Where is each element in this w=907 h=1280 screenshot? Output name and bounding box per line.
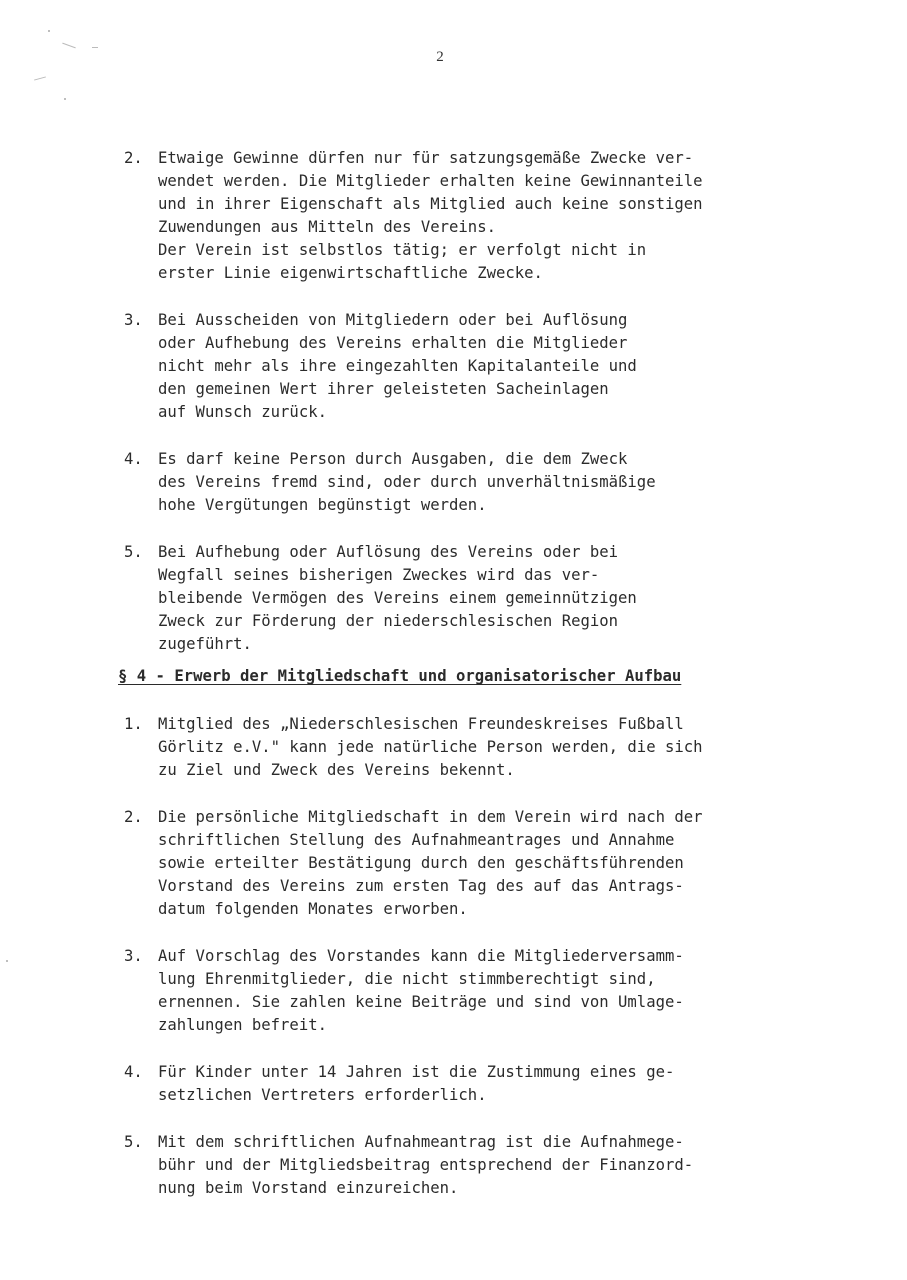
item-line: Zuwendungen aus Mitteln des Vereins. <box>158 218 496 236</box>
page-number: 2 <box>436 49 444 65</box>
item-number: 4. <box>124 1063 143 1081</box>
item-line: Für Kinder unter 14 Jahren ist die Zustimmung eines ge- <box>158 1063 675 1081</box>
item-line: lung Ehrenmitglieder, die nicht stimmberechtigt sind, <box>158 970 656 988</box>
item-line: nicht mehr als ihre eingezahlten Kapitalanteile und <box>158 357 637 375</box>
section3-list <box>120 147 820 680</box>
item-line: Der Verein ist selbstlos tätig; er verfolgt nicht in <box>158 241 647 259</box>
item-line: sowie erteilter Bestätigung durch den geschäftsführenden <box>158 854 684 872</box>
item-line: Auf Vorschlag des Vorstandes kann die Mitgliederversamm- <box>158 947 684 965</box>
item-number: 4. <box>124 450 143 468</box>
item-line: Etwaige Gewinne dürfen nur für satzungsgemäße Zwecke ver- <box>158 149 694 167</box>
scan-mark <box>62 43 75 49</box>
item-number: 5. <box>124 1133 143 1151</box>
item-line: und in ihrer Eigenschaft als Mitglied auch keine sonstigen <box>158 195 703 213</box>
item-number: 2. <box>124 808 143 826</box>
item-line: bühr und der Mitgliedsbeitrag entsprechend der Finanzord- <box>158 1156 694 1174</box>
section-heading: § 4 - Erwerb der Mitgliedschaft und organisatorischer Aufbau <box>118 667 682 685</box>
item-line: Bei Aufhebung oder Auflösung des Vereins oder bei <box>158 543 619 561</box>
item-number: 3. <box>124 311 143 329</box>
item-line: erster Linie eigenwirtschaftliche Zwecke. <box>158 264 543 282</box>
item-line: Bei Ausscheiden von Mitgliedern oder bei Auflösung <box>158 311 628 329</box>
scan-mark <box>34 76 46 80</box>
scan-dot <box>64 98 66 100</box>
item-line: zahlungen befreit. <box>158 1016 327 1034</box>
item-line: Vorstand des Vereins zum ersten Tag des auf das Antrags- <box>158 877 684 895</box>
list-item <box>120 448 820 517</box>
scan-mark <box>92 47 98 48</box>
item-line: Mitglied des „Niederschlesischen Freundeskreises Fußball <box>158 715 684 733</box>
item-line: den gemeinen Wert ihrer geleisteten Sacheinlagen <box>158 380 609 398</box>
item-line: Mit dem schriftlichen Aufnahmeantrag ist die Aufnahmege- <box>158 1133 684 1151</box>
section4-list <box>120 713 820 1224</box>
item-line: schriftlichen Stellung des Aufnahmeantrages und Annahme <box>158 831 675 849</box>
item-number: 5. <box>124 543 143 561</box>
scan-dot <box>48 30 50 32</box>
item-line: wendet werden. Die Mitglieder erhalten keine Gewinnanteile <box>158 172 703 190</box>
item-line: Zweck zur Förderung der niederschlesischen Region <box>158 612 619 630</box>
scan-dot <box>6 960 8 962</box>
item-number: 1. <box>124 715 143 733</box>
list-item <box>120 1061 820 1107</box>
item-line: Görlitz e.V." kann jede natürliche Person werden, die sich <box>158 738 703 756</box>
item-line: Die persönliche Mitgliedschaft in dem Verein wird nach der <box>158 808 703 826</box>
item-line: oder Aufhebung des Vereins erhalten die Mitglieder <box>158 334 628 352</box>
item-line: setzlichen Vertreters erforderlich. <box>158 1086 487 1104</box>
list-item <box>120 1131 820 1200</box>
list-item <box>120 541 820 656</box>
item-line: nung beim Vorstand einzureichen. <box>158 1179 459 1197</box>
list-item <box>120 713 820 782</box>
item-line: hohe Vergütungen begünstigt werden. <box>158 496 487 514</box>
item-line: Wegfall seines bisherigen Zweckes wird das ver- <box>158 566 600 584</box>
list-item <box>120 806 820 921</box>
list-item <box>120 147 820 285</box>
item-number: 2. <box>124 149 143 167</box>
item-line: ernennen. Sie zahlen keine Beiträge und sind von Umlage- <box>158 993 684 1011</box>
item-line: zu Ziel und Zweck des Vereins bekennt. <box>158 761 515 779</box>
item-line: bleibende Vermögen des Vereins einem gemeinnützigen <box>158 589 637 607</box>
item-line: zugeführt. <box>158 635 252 653</box>
list-item <box>120 945 820 1037</box>
item-line: des Vereins fremd sind, oder durch unverhältnismäßige <box>158 473 656 491</box>
item-line: Es darf keine Person durch Ausgaben, die dem Zweck <box>158 450 628 468</box>
list-item <box>120 309 820 424</box>
item-number: 3. <box>124 947 143 965</box>
item-line: auf Wunsch zurück. <box>158 403 327 421</box>
item-line: datum folgenden Monates erworben. <box>158 900 468 918</box>
